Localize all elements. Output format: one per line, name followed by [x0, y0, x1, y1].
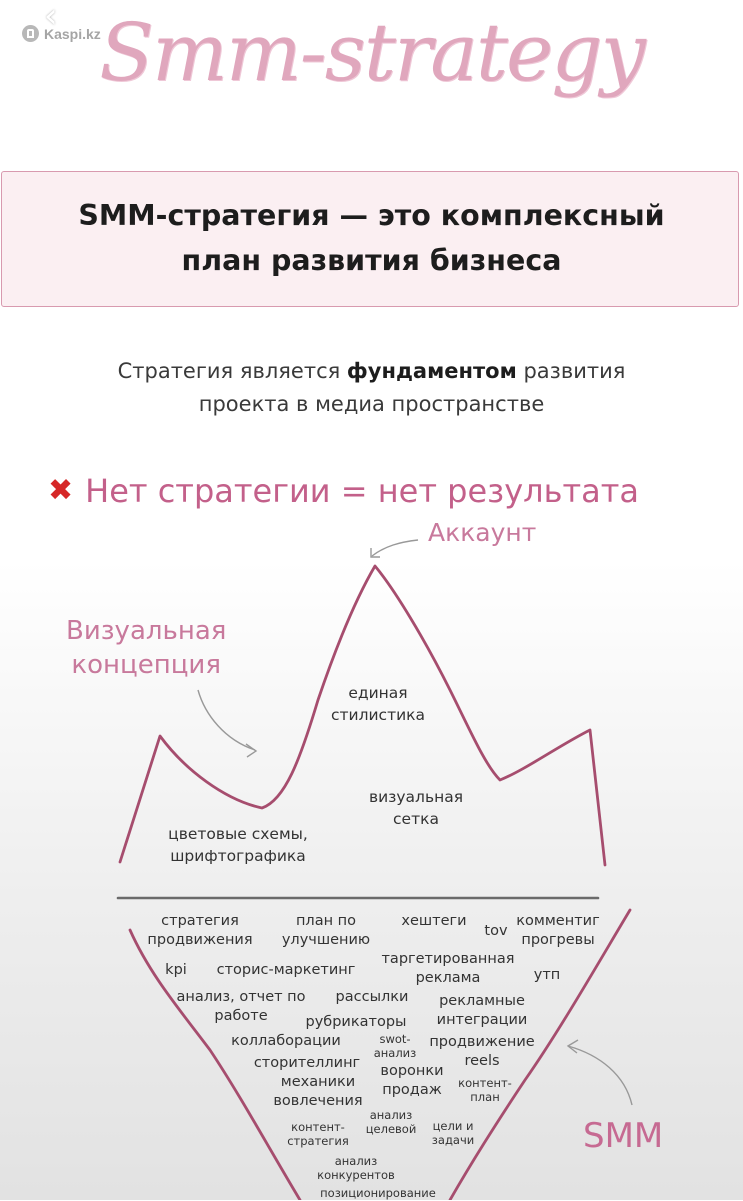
smm-arrow-icon — [568, 1046, 632, 1105]
item-line: reels — [464, 1052, 500, 1069]
item-line: сторис-маркетинг — [216, 962, 356, 978]
visual-concept-label — [66, 615, 226, 683]
item-line: рассылки — [335, 989, 409, 1005]
item-line: таргетированная — [381, 951, 515, 967]
item-line: стратегия — [161, 913, 239, 929]
underwater-item — [268, 912, 384, 950]
item-line: вовлечения — [273, 1092, 363, 1109]
source-label: Kaspi.kz — [44, 25, 101, 42]
smm-arrowhead-icon — [568, 1040, 578, 1053]
smm-label: SMM — [583, 1116, 664, 1156]
color-schemes-line-2: шрифтографика — [170, 846, 306, 865]
back-chevron-icon[interactable]: ‹ — [44, 0, 58, 36]
item-line: рекламные — [439, 993, 525, 1009]
item-line: интеграции — [436, 1011, 528, 1028]
item-line: конкурентов — [317, 1167, 395, 1182]
color-schemes-line-1: цветовые схемы, — [168, 825, 308, 843]
underwater-item — [244, 1054, 370, 1073]
underwater-item — [325, 988, 419, 1007]
item-line: анализ — [369, 1108, 413, 1122]
item-line: анализ, отчет по — [176, 989, 306, 1005]
item-line: комментиг — [516, 913, 600, 929]
item-line: анализ — [373, 1045, 417, 1060]
underwater-item — [396, 912, 472, 931]
item-line: механики — [280, 1074, 356, 1090]
item-line: анализ — [334, 1154, 378, 1168]
subtitle-line-2: проекта в медиа пространстве — [198, 392, 545, 416]
item-line: сторителлинг — [253, 1055, 361, 1071]
visual-concept-line-2: концепция — [71, 649, 221, 680]
item-line: целевой — [365, 1121, 417, 1136]
visual-concept-line-1: Визуальная — [66, 616, 227, 646]
item-line: продаж — [382, 1081, 442, 1098]
single-style-label — [318, 683, 438, 726]
underwater-item — [202, 961, 370, 980]
item-line: прогревы — [521, 931, 595, 948]
subtitle-text-after: развития — [516, 359, 626, 383]
subtitle-text-before: Стратегия является — [117, 359, 347, 383]
underwater-item — [166, 988, 316, 1026]
cross-mark-icon: ✖ — [48, 473, 74, 508]
item-line: контент- — [458, 1076, 512, 1090]
account-arrow-icon — [372, 540, 418, 556]
underwater-item — [356, 1109, 426, 1137]
visual-grid-label — [350, 787, 482, 830]
script-title: Smm-strategy — [99, 6, 644, 99]
underwater-item — [366, 1033, 424, 1061]
item-line: коллаборации — [231, 1033, 341, 1049]
item-line: работе — [214, 1007, 268, 1024]
item-line: контент- — [291, 1120, 345, 1134]
item-line: цели и — [432, 1119, 474, 1133]
underwater-item — [296, 1013, 416, 1032]
item-line: задачи — [431, 1132, 475, 1147]
item-line: kpi — [165, 962, 187, 978]
underwater-item — [428, 992, 536, 1030]
color-schemes-label — [148, 824, 328, 867]
account-label: Аккаунт — [428, 518, 537, 547]
underwater-item — [370, 950, 526, 988]
item-line: рубрикаторы — [305, 1014, 407, 1030]
visual-grid-line-1: визуальная — [368, 788, 464, 806]
item-line: улучшению — [281, 931, 371, 948]
single-style-line-2: стилистика — [330, 705, 426, 724]
single-style-line-1: единая — [348, 684, 408, 702]
underwater-item — [266, 1073, 370, 1111]
visual-concept-arrow-icon — [198, 690, 255, 750]
underwater-item — [452, 1077, 518, 1105]
underwater-item — [218, 1032, 354, 1051]
definition-line-1: SMM-стратегия — это комплексный — [78, 199, 665, 232]
item-line: план — [470, 1089, 500, 1104]
item-line: воронки — [380, 1063, 444, 1079]
item-line: swot- — [379, 1032, 411, 1046]
item-line: стратегия — [287, 1133, 349, 1148]
underwater-item — [424, 1120, 482, 1148]
underwater-item — [304, 1187, 452, 1201]
visual-concept-arrowhead-icon — [246, 744, 256, 757]
no-strategy-text: Нет стратегии = нет результата — [85, 472, 639, 510]
underwater-item — [280, 1121, 356, 1149]
visual-grid-line-2: сетка — [393, 809, 439, 828]
item-line: продвижение — [429, 1034, 535, 1050]
definition-line-2: план развития бизнеса — [181, 244, 562, 277]
item-line: реклама — [415, 969, 481, 986]
underwater-item — [524, 966, 570, 985]
subtitle-bold-word: фундаментом — [346, 359, 517, 383]
underwater-item — [156, 961, 196, 980]
item-line: утп — [533, 967, 561, 983]
item-line: план по — [295, 913, 357, 929]
item-line: tov — [484, 923, 508, 939]
underwater-item — [370, 1062, 454, 1100]
item-line: продвижения — [147, 931, 253, 948]
underwater-item — [310, 1155, 402, 1183]
underwater-item — [508, 912, 608, 950]
underwater-item — [132, 912, 268, 950]
item-line: хештеги — [401, 913, 467, 929]
item-line: позиционирование — [320, 1186, 436, 1200]
